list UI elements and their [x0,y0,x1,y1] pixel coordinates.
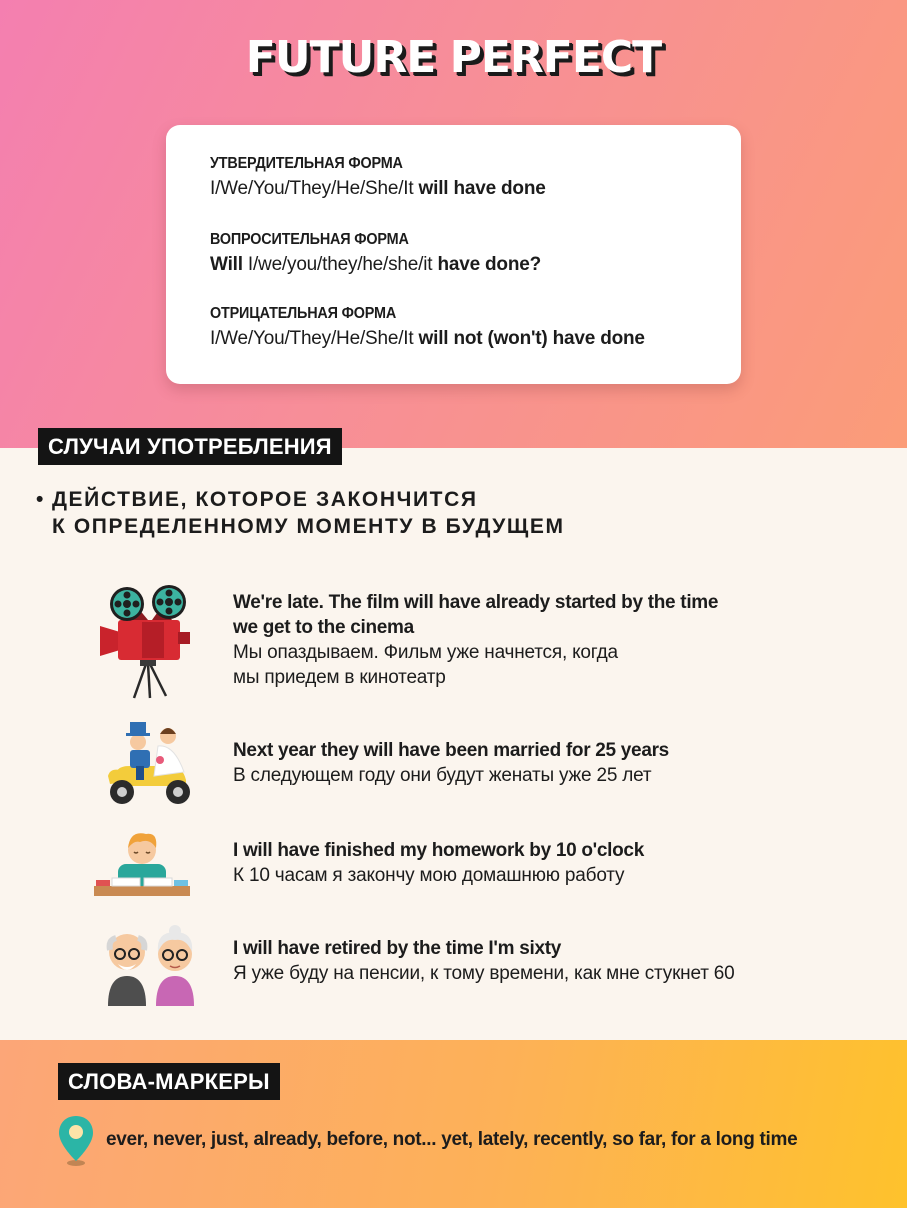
bullet: • [36,488,45,511]
form-label: ВОПРОСИТЕЛЬНАЯ ФОРМА [210,231,409,248]
example-russian: В следующем году они будут женаты уже 25 лет [233,765,652,786]
example-russian: Мы опаздываем. Фильм уже начнется, когда [233,642,618,663]
page-title: FUTURE PERFECT [245,32,662,83]
example-retired [233,936,735,986]
example-married [233,738,669,788]
example-russian: Я уже буду на пенсии, к тому времени, как мне стукнет 60 [233,963,735,984]
elderly-couple-icon [100,922,200,1006]
example-film [233,590,718,690]
negative-form [210,305,645,350]
form-formula: I/We/You/They/He/She/It will have done [210,178,546,199]
interrogative-form [210,231,541,276]
marker-words: ever, never, just, already, before, not... yet, lately, recently, so far, for a long time [106,1129,798,1150]
student-homework-icon [90,826,194,900]
example-homework [233,838,644,888]
example-russian: К 10 часам я закончу мою домашнюю работу [233,865,625,886]
form-label: УТВЕРДИТЕЛЬНАЯ ФОРМА [210,155,403,172]
location-pin-icon [58,1115,94,1167]
film-projector-icon [98,584,194,700]
example-english: Next year they will have been married for 25 years [233,740,669,761]
usage-case-heading: • ДЕЙСТВИЕ, КОТОРОЕ ЗАКОНЧИТСЯ К ОПРЕДЕЛЕННОМУ МОМЕНТУ В БУДУЩЕМ [36,488,565,538]
wedding-couple-scooter-icon [104,720,196,808]
forms-card [166,125,741,384]
example-english: I will have retired by the time I'm sixty [233,938,562,959]
form-label: ОТРИЦАТЕЛЬНАЯ ФОРМА [210,305,397,322]
markers-section-tag: СЛОВА-МАРКЕРЫ [58,1063,280,1100]
usage-section-tag: СЛУЧАИ УПОТРЕБЛЕНИЯ [38,428,342,465]
form-formula: I/We/You/They/He/She/It will not (won't) have done [210,328,645,349]
example-russian: мы приедем в кинотеатр [233,667,446,688]
example-english: we get to the cinema [233,617,414,638]
affirmative-form [210,155,546,200]
example-english: We're late. The film will have already started by the time [233,592,719,613]
example-english: I will have finished my homework by 10 o'clock [233,840,644,861]
form-formula: Will I/we/you/they/he/she/it have done? [210,254,542,275]
